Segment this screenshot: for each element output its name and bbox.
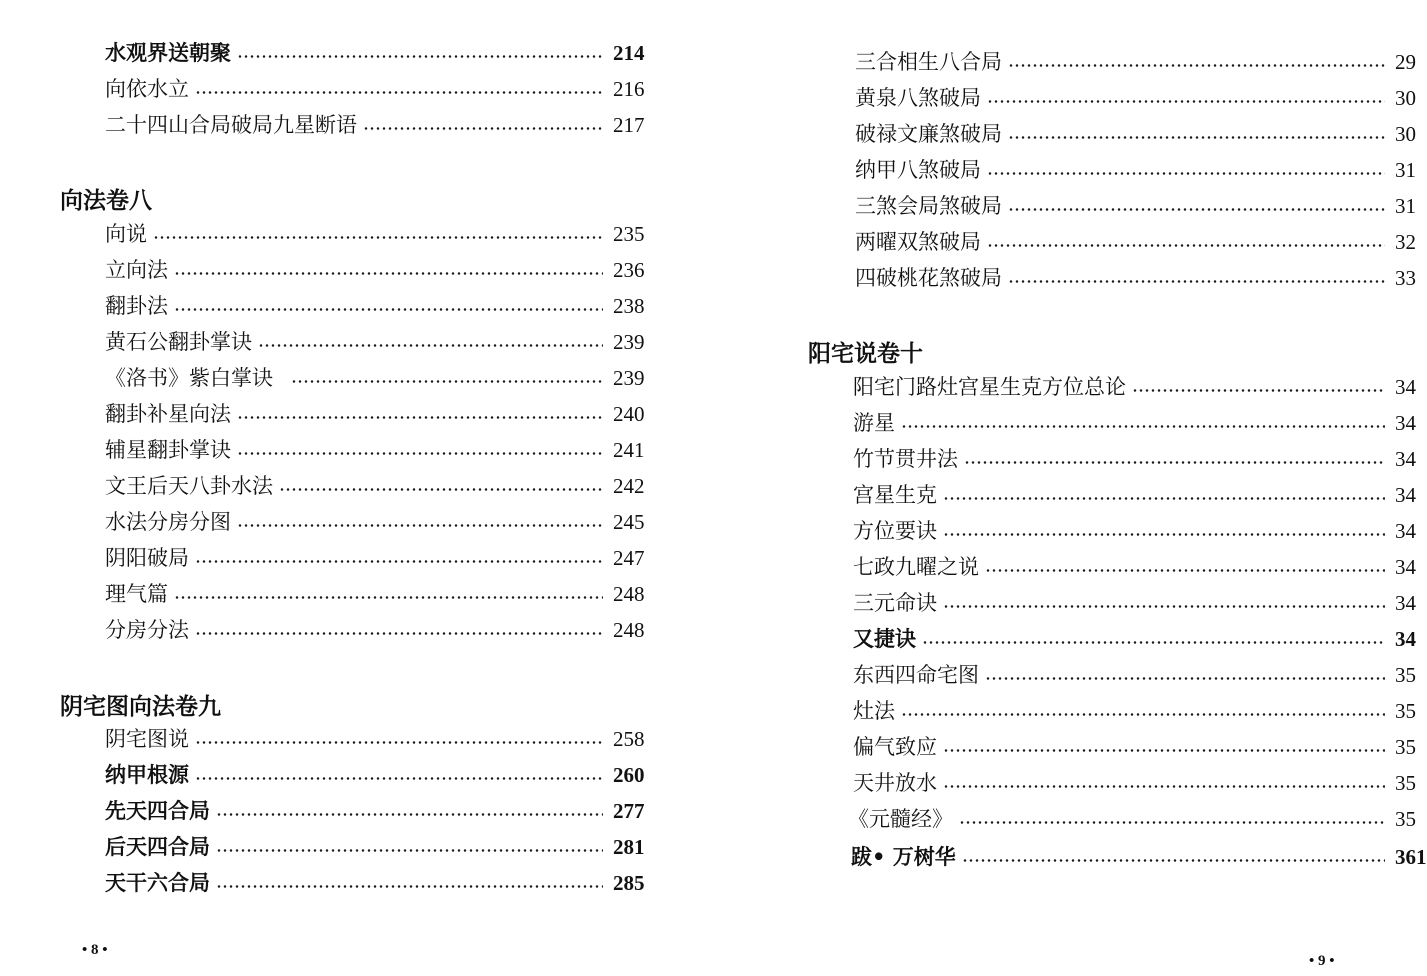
dot-leader (216, 849, 603, 852)
toc-entry-title: 东西四命宅图 (853, 663, 979, 687)
dot-leader (987, 244, 1385, 247)
toc-entry-title: 向说 (105, 222, 147, 246)
toc-entry-title: 方位要诀 (853, 519, 937, 543)
toc-entry[interactable] (105, 468, 653, 504)
dot-leader (1008, 136, 1385, 139)
toc-entry[interactable] (848, 801, 1427, 837)
toc-entry-title: 偏气致应 (853, 735, 937, 759)
dot-leader (216, 885, 603, 888)
toc-entry-title: 纳甲八煞破局 (855, 158, 981, 182)
toc-entry[interactable] (853, 729, 1427, 765)
dot-leader (258, 344, 603, 347)
toc-entry[interactable] (105, 35, 653, 71)
toc-entry-title: 阴阳破局 (105, 546, 189, 570)
toc-entry-title: 纳甲根源 (105, 762, 189, 787)
toc-entry-page: 217 (613, 113, 645, 137)
toc-entry-page: 214 (613, 41, 645, 65)
toc-entry-page: 260 (613, 763, 645, 787)
dot-leader (985, 569, 1385, 572)
toc-entry-title: 四破桃花煞破局 (855, 266, 1002, 290)
left-page (0, 0, 705, 976)
toc-entry[interactable] (855, 116, 1427, 152)
toc-entry-title: 翻卦补星向法 (105, 402, 231, 426)
toc-entry[interactable] (105, 252, 653, 288)
toc-entry-title: 三元命诀 (853, 591, 937, 615)
toc-entry[interactable] (853, 405, 1427, 441)
toc-entry[interactable] (105, 721, 653, 757)
toc-entry-page: 216 (613, 77, 645, 101)
dot-leader (962, 859, 1385, 862)
toc-entry[interactable] (855, 152, 1427, 188)
toc-entry[interactable] (853, 621, 1427, 657)
dot-leader (237, 524, 603, 527)
toc-entry-page: 34 (1395, 375, 1416, 399)
toc-entry-page: 248 (613, 618, 645, 642)
toc-entry[interactable] (855, 188, 1427, 224)
toc-entry-title: 黄石公翻卦掌诀 (105, 330, 252, 354)
toc-entry-title: 宫星生克 (853, 483, 937, 507)
dot-leader (943, 533, 1385, 536)
toc-entry-page: 34 (1395, 591, 1416, 615)
toc-entry-page: 239 (613, 366, 645, 390)
toc-entry-page: 242 (613, 474, 645, 498)
toc-entry[interactable] (853, 693, 1427, 729)
toc-entry-page: 281 (613, 835, 645, 859)
toc-entry-title: 阴宅图说 (105, 727, 189, 751)
toc-entry-title: 灶法 (853, 699, 895, 723)
toc-entry-title: 两曜双煞破局 (855, 230, 981, 254)
toc-entry-title: 破禄文廉煞破局 (855, 122, 1002, 146)
dot-leader (901, 713, 1385, 716)
toc-entry-title: 天干六合局 (105, 870, 210, 895)
toc-entry[interactable] (855, 260, 1427, 296)
dot-leader (1008, 208, 1385, 211)
toc-entry[interactable] (105, 396, 653, 432)
toc-entry-title: 《元髓经》 (848, 807, 953, 831)
toc-entry-page: 32 (1395, 230, 1416, 254)
dot-leader (1008, 280, 1385, 283)
toc-entry[interactable] (853, 657, 1427, 693)
toc-entry-page: 35 (1395, 807, 1416, 831)
toc-entry-page: 34 (1395, 627, 1416, 651)
toc-entry-page: 258 (613, 727, 645, 751)
dot-leader (174, 272, 603, 275)
toc-entry[interactable] (853, 441, 1427, 477)
dot-leader (943, 749, 1385, 752)
toc-entry-title: 水法分房分图 (105, 510, 231, 534)
dot-leader (964, 461, 1385, 464)
toc-entry[interactable] (855, 44, 1427, 80)
toc-entry-title: 先天四合局 (105, 798, 210, 823)
dot-leader (174, 596, 603, 599)
toc-entry-title: 分房分法 (105, 618, 189, 642)
toc-entry-page: 247 (613, 546, 645, 570)
toc-entry[interactable] (853, 477, 1427, 513)
toc-entry[interactable] (105, 324, 653, 360)
page-number: • 8 • (82, 942, 108, 958)
dot-leader (985, 677, 1385, 680)
dot-leader (987, 172, 1385, 175)
dot-leader (922, 641, 1385, 644)
dot-leader (195, 741, 603, 744)
toc-entry-title: 理气篇 (105, 582, 168, 606)
toc-entry-page: 236 (613, 258, 645, 282)
toc-entry[interactable] (105, 71, 653, 107)
toc-entry[interactable] (105, 107, 653, 143)
dot-leader (943, 605, 1385, 608)
toc-entry-page: 245 (613, 510, 645, 534)
toc-entry[interactable] (853, 549, 1427, 585)
toc-entry-page: 239 (613, 330, 645, 354)
dot-leader (237, 55, 603, 58)
toc-entry-title: 游星 (853, 411, 895, 435)
toc-entry[interactable] (853, 585, 1427, 621)
dot-leader (195, 560, 603, 563)
toc-entry[interactable] (105, 829, 653, 865)
toc-entry[interactable] (105, 757, 653, 793)
dot-leader (174, 308, 603, 311)
toc-entry[interactable] (855, 224, 1427, 260)
toc-entry-page: 248 (613, 582, 645, 606)
toc-entry[interactable] (105, 540, 653, 576)
section-heading-volume-9: 阴宅图向法卷九 (60, 694, 221, 720)
toc-entry-page: 241 (613, 438, 645, 462)
dot-leader (901, 425, 1385, 428)
dot-leader (959, 821, 1385, 824)
section-heading-volume-10: 阳宅说卷十 (808, 341, 923, 367)
toc-entry[interactable] (105, 504, 653, 540)
toc-entry-page: 238 (613, 294, 645, 318)
toc-entry[interactable] (851, 839, 1427, 875)
toc-entry[interactable] (105, 216, 653, 252)
dot-leader (943, 785, 1385, 788)
right-page (715, 0, 1427, 976)
toc-entry-title: 后天四合局 (105, 834, 210, 859)
toc-entry-page: 361 (1395, 845, 1427, 869)
toc-entry-title: 《洛书》紫白掌诀 (105, 366, 273, 390)
dot-leader (195, 632, 603, 635)
toc-entry-title: 阳宅门路灶宫星生克方位总论 (853, 375, 1126, 399)
toc-entry[interactable] (853, 369, 1427, 405)
dot-leader (153, 236, 603, 239)
toc-entry-title: 辅星翻卦掌诀 (105, 438, 231, 462)
toc-entry-title: 天井放水 (853, 771, 937, 795)
toc-entry[interactable] (105, 288, 653, 324)
toc-entry-title: 跋• 万树华 (851, 844, 956, 869)
dot-leader (237, 416, 603, 419)
toc-entry-title: 竹节贯井法 (853, 447, 958, 471)
dot-leader (195, 91, 603, 94)
toc-entry-page: 285 (613, 871, 645, 895)
toc-entry[interactable] (105, 432, 653, 468)
section-heading-volume-8: 向法卷八 (60, 188, 152, 214)
toc-entry-title: 水观界送朝聚 (105, 40, 231, 65)
toc-entry-page: 31 (1395, 194, 1416, 218)
toc-entry-page: 34 (1395, 555, 1416, 579)
toc-entry[interactable] (105, 793, 653, 829)
toc-entry-title: 向依水立 (105, 77, 189, 101)
toc-entry-title: 黄泉八煞破局 (855, 86, 981, 110)
toc-entry-page: 240 (613, 402, 645, 426)
dot-leader (216, 813, 603, 816)
dot-leader (1132, 389, 1385, 392)
toc-entry-page: 35 (1395, 663, 1416, 687)
toc-entry[interactable] (853, 513, 1427, 549)
toc-entry-page: 277 (613, 799, 645, 823)
toc-entry-title: 立向法 (105, 258, 168, 282)
dot-leader (195, 777, 603, 780)
toc-entry-page: 35 (1395, 699, 1416, 723)
toc-entry-title: 七政九曜之说 (853, 555, 979, 579)
toc-entry[interactable] (105, 576, 653, 612)
toc-entry-title: 三合相生八合局 (855, 50, 1002, 74)
toc-entry-page: 30 (1395, 86, 1416, 110)
toc-entry[interactable] (105, 612, 653, 648)
toc-entry-page: 29 (1395, 50, 1416, 74)
dot-leader (279, 488, 603, 491)
toc-entry-title: 文王后天八卦水法 (105, 474, 273, 498)
toc-entry[interactable] (853, 765, 1427, 801)
toc-entry-page: 30 (1395, 122, 1416, 146)
toc-entry-page: 34 (1395, 519, 1416, 543)
dot-leader (1008, 64, 1385, 67)
toc-entry[interactable] (105, 865, 653, 901)
page-number: • 9 • (1309, 953, 1335, 969)
toc-entry-title: 二十四山合局破局九星断语 (105, 113, 357, 137)
toc-entry-page: 34 (1395, 447, 1416, 471)
dot-leader (237, 452, 603, 455)
toc-entry-title: 翻卦法 (105, 294, 168, 318)
toc-entry-page: 35 (1395, 771, 1416, 795)
dot-leader (291, 380, 603, 383)
toc-entry-page: 35 (1395, 735, 1416, 759)
toc-entry-page: 34 (1395, 411, 1416, 435)
toc-entry[interactable] (855, 80, 1427, 116)
toc-entry[interactable] (105, 360, 653, 396)
dot-leader (943, 497, 1385, 500)
toc-entry-title: 三煞会局煞破局 (855, 194, 1002, 218)
toc-entry-title: 又捷诀 (853, 626, 916, 651)
dot-leader (363, 127, 603, 130)
toc-entry-page: 33 (1395, 266, 1416, 290)
dot-leader (987, 100, 1385, 103)
toc-entry-page: 31 (1395, 158, 1416, 182)
toc-entry-page: 34 (1395, 483, 1416, 507)
toc-entry-page: 235 (613, 222, 645, 246)
